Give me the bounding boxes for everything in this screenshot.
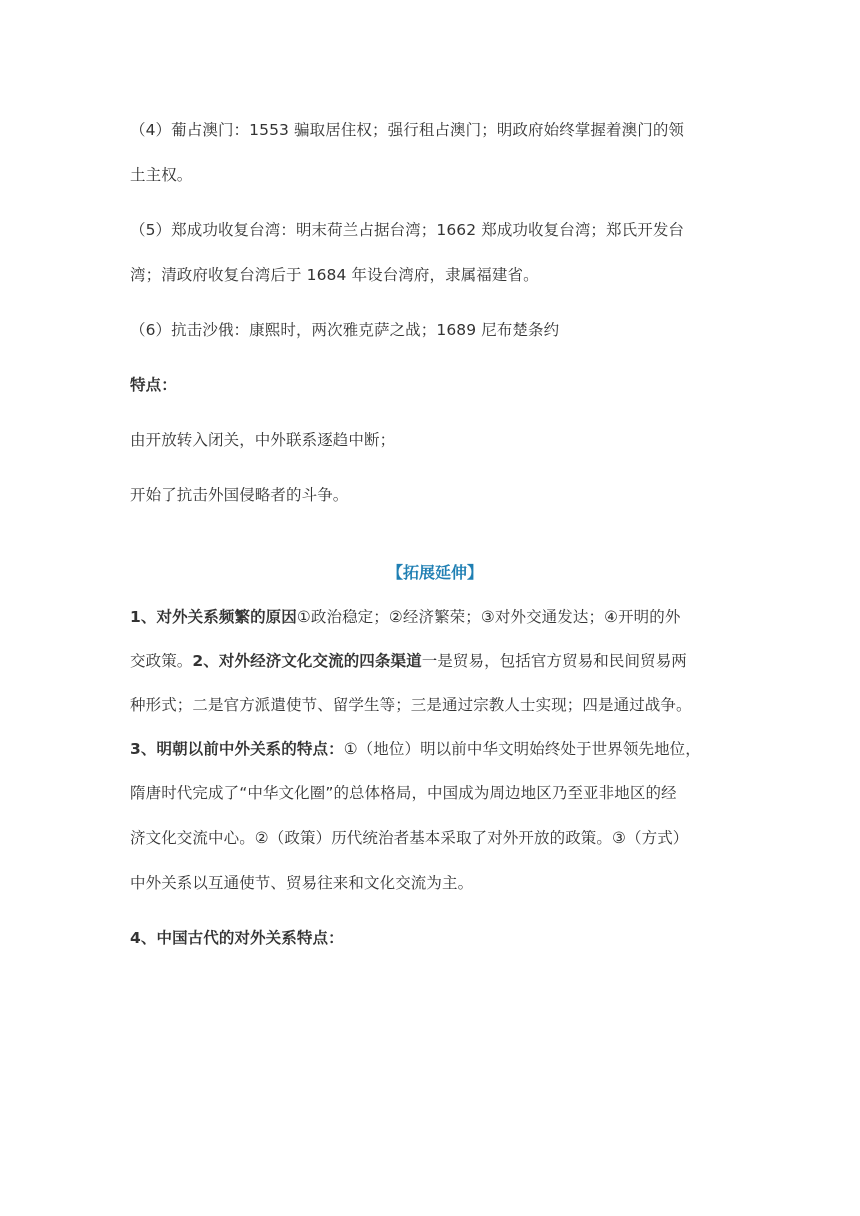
paragraph-taiwan-line1: （5）郑成功收复台湾：明末荷兰占据台湾；1662 郑成功收复台湾；郑氏开发台 — [130, 221, 685, 239]
document-content — [130, 108, 740, 961]
extension-item-3-line3: 济文化交流中心。②（政策）历代统治者基本采取了对外开放的政策。③（方式） — [130, 829, 689, 847]
extension-item-3-heading: 3、明朝以前中外关系的特点： — [130, 740, 344, 758]
extension-item-3-line4: 中外关系以互通使节、贸易往来和文化交流为主。 — [130, 874, 474, 892]
paragraph-taiwan-line2: 湾；清政府收复台湾后于 1684 年设台湾府，隶属福建省。 — [130, 266, 539, 284]
extension-item-3-text: ①（地位）明以前中华文明始终处于世界领先地位， — [343, 740, 701, 758]
features-heading: 特点： — [130, 376, 177, 394]
extension-item-1-line2 — [130, 639, 740, 683]
extension-item-1-text: ①政治稳定；②经济繁荣；③对外交通发达；④开明的外 — [296, 608, 681, 626]
paragraph-macau-line1: （4）葡占澳门：1553 骗取居住权；强行租占澳门；明政府始终掌握着澳门的领 — [130, 121, 685, 139]
paragraph-macau-line2: 土主权。 — [130, 166, 193, 184]
section-title-extension: 【拓展延伸】 — [386, 563, 483, 582]
extension-item-2-heading: 2、对外经济文化交流的四条渠道 — [192, 652, 422, 670]
feature-item-1: 由开放转入闭关，中外联系逐趋中断； — [130, 431, 396, 449]
feature-item-2: 开始了抗击外国侵略者的斗争。 — [130, 486, 349, 504]
extension-item-1-line1 — [130, 595, 740, 639]
extension-item-2-text: 一是贸易，包括官方贸易和民间贸易两 — [421, 652, 687, 670]
extension-item-2-line2: 种形式；二是官方派遣使节、留学生等；三是通过宗教人士实现；四是通过战争。 — [130, 696, 692, 714]
extension-item-3-line2: 隋唐时代完成了“中华文化圈”的总体格局，中国成为周边地区乃至亚非地区的经 — [130, 784, 677, 802]
paragraph-russia: （6）抗击沙俄：康熙时，两次雅克萨之战；1689 尼布楚条约 — [130, 321, 560, 339]
extension-item-1-text-cont: 交政策。 — [130, 652, 193, 670]
extension-item-3-line1 — [130, 727, 740, 771]
extension-item-4-heading: 4、中国古代的对外关系特点： — [130, 929, 344, 947]
extension-item-1-heading: 1、对外关系频繁的原因 — [130, 608, 297, 626]
